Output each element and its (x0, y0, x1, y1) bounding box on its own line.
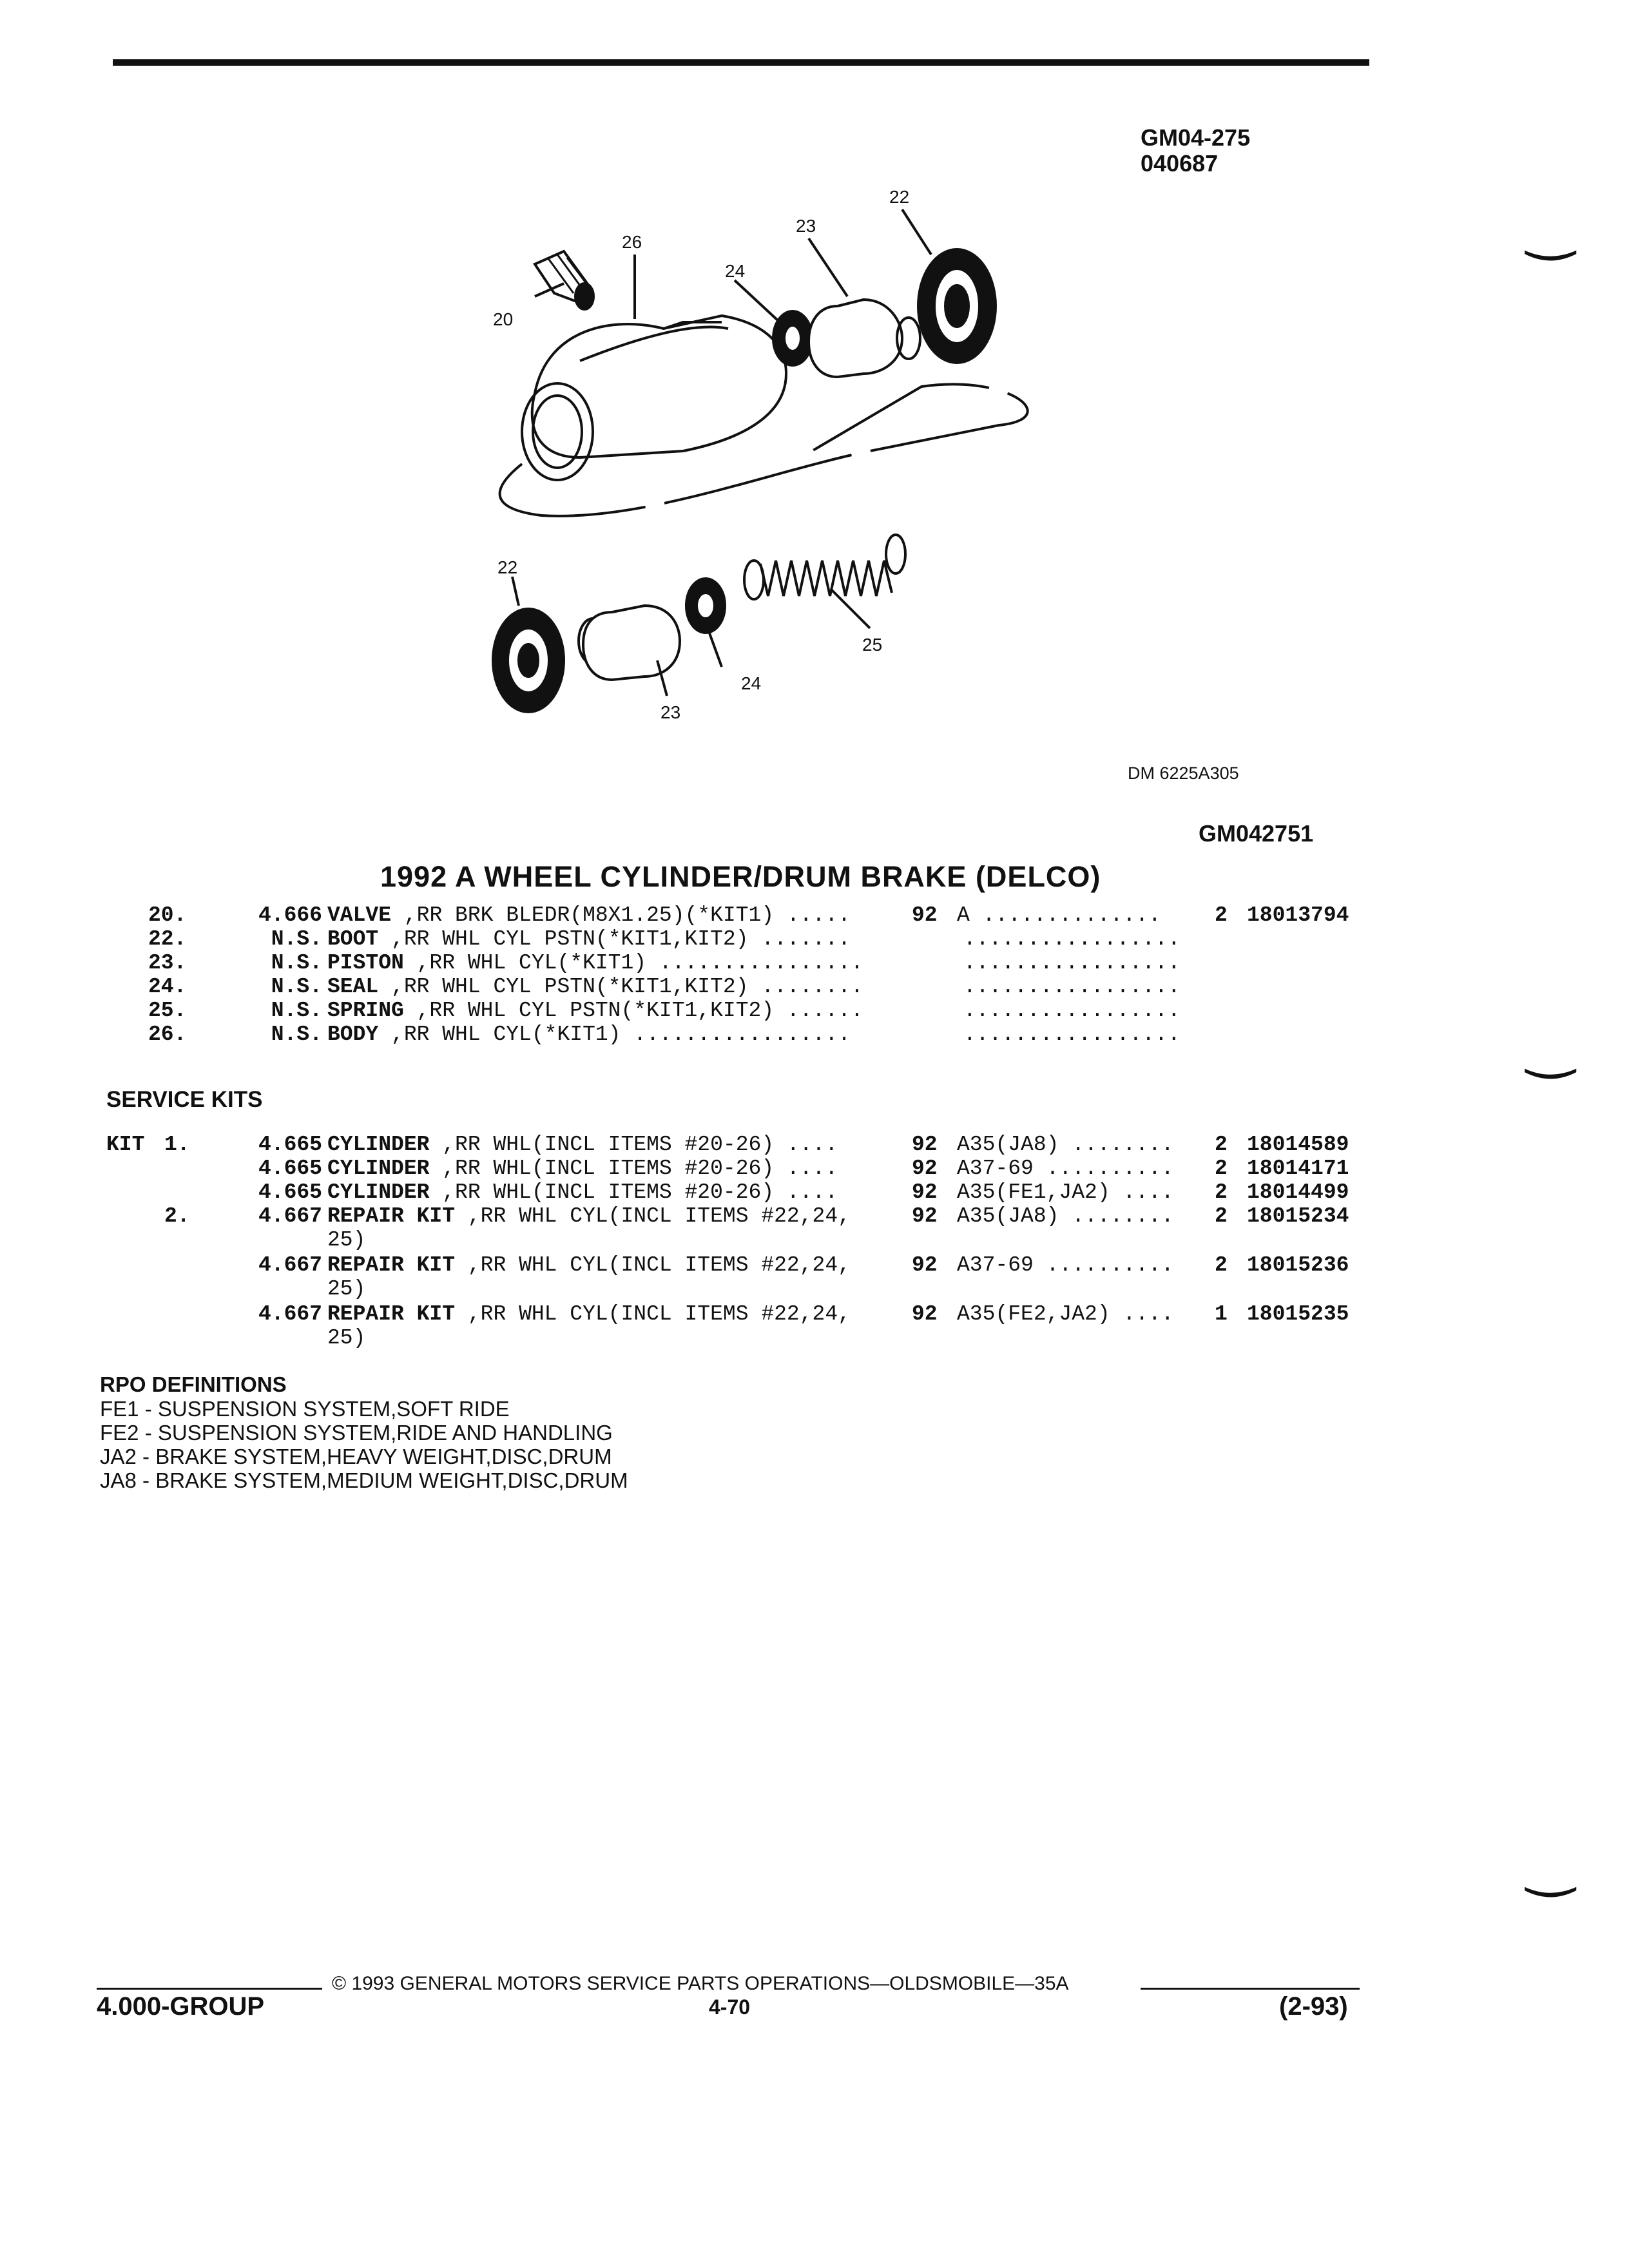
callout-22-top: 22 (889, 187, 910, 207)
wheel-cylinder-diagram (451, 168, 1224, 747)
rpo-section (100, 1372, 628, 1492)
leader-dots: ................. (621, 1023, 851, 1046)
model-code (963, 951, 1181, 975)
leader-dots: ................. (963, 1023, 1181, 1046)
callout-24-bottom: 24 (741, 673, 762, 693)
group-number: 4.666 (258, 903, 322, 927)
part-number: 18015235 (1247, 1302, 1349, 1326)
part-desc: ,RR WHL CYL PSTN(*KIT1,KIT2) (378, 927, 749, 951)
part-desc: ,RR BRK BLEDR(M8X1.25)(*KIT1) (391, 903, 775, 927)
leader-dots: ...... (774, 999, 863, 1023)
header-code-2: 040687 (1141, 150, 1219, 177)
piston-part-bottom (579, 606, 680, 680)
rpo-item: FE1 - SUSPENSION SYSTEM,SOFT RIDE (100, 1397, 510, 1421)
model: A37-69 (957, 1157, 1034, 1180)
part-desc: ,RR WHL CYL PSTN(*KIT1,KIT2) (378, 975, 749, 999)
footer-rule-right (1141, 1988, 1360, 1990)
part-number: 18015236 (1247, 1253, 1349, 1277)
callout-23-top: 23 (796, 216, 816, 236)
part-name: SPRING (327, 999, 404, 1023)
part-name: BOOT (327, 927, 379, 951)
part-description (327, 903, 851, 927)
callout-22-arrow-top (902, 209, 931, 255)
leader-dots: .... (774, 1157, 838, 1180)
callout-23-bottom: 23 (660, 702, 681, 722)
model: A35(FE2,JA2) (957, 1302, 1110, 1326)
model-code (963, 927, 1181, 951)
kit-row (106, 1157, 1369, 1180)
table-row (148, 1023, 1373, 1046)
rpo-item: FE2 - SUSPENSION SYSTEM,RIDE AND HANDLING (100, 1421, 613, 1445)
kit-number: 1. (164, 1133, 190, 1157)
kit-description (327, 1157, 838, 1180)
group-number: N.S. (271, 1023, 322, 1046)
kit-description (327, 1253, 851, 1277)
leader-dots: .... (774, 1180, 838, 1204)
kit-row (106, 1253, 1369, 1301)
year: 92 (912, 1180, 938, 1204)
leader-dots: ................ (646, 951, 863, 975)
rpo-item: JA2 - BRAKE SYSTEM,HEAVY WEIGHT,DISC,DRUM (100, 1445, 612, 1468)
margin-mark-icon: ‿ (1527, 1832, 1574, 1896)
leader-dots: ........ (748, 975, 863, 999)
part-desc: ,RR WHL CYL(*KIT1) (378, 1023, 621, 1046)
kit-name: REPAIR KIT (327, 1302, 456, 1326)
part-description (327, 1023, 851, 1046)
leader-dots: .... (1110, 1180, 1174, 1204)
kit-name: REPAIR KIT (327, 1204, 456, 1228)
kit-row (106, 1133, 1369, 1157)
year: 92 (912, 1157, 938, 1180)
group-number: N.S. (271, 999, 322, 1023)
model-code (957, 1157, 1174, 1180)
leader-dots: ........ (1059, 1204, 1174, 1228)
callout-23-arrow-top (809, 238, 847, 296)
model-code (963, 999, 1181, 1023)
group-number: N.S. (271, 975, 322, 999)
quantity: 2 (1215, 903, 1228, 927)
item-number: 20. (148, 903, 187, 927)
margin-mark-icon: ‿ (1527, 1014, 1574, 1078)
callout-24-arrow-bottom (709, 631, 722, 667)
service-kits-heading: SERVICE KITS (106, 1087, 263, 1112)
leader-dots: .... (774, 1133, 838, 1157)
quantity: 2 (1215, 1253, 1228, 1277)
leader-dots: ................. (963, 975, 1181, 999)
callout-20: 20 (493, 309, 514, 329)
kit-desc: ,RR WHL CYL(INCL ITEMS #22,24, (455, 1253, 851, 1277)
kit-name: CYLINDER (327, 1133, 430, 1157)
table-row (148, 903, 1373, 927)
kit-desc: ,RR WHL CYL(INCL ITEMS #22,24, (455, 1204, 851, 1228)
model: A37-69 (957, 1253, 1034, 1277)
callout-24-top: 24 (725, 261, 746, 281)
margin-mark-icon: ‿ (1527, 195, 1574, 260)
quantity: 2 (1215, 1180, 1228, 1204)
bleeder-valve-part (535, 251, 593, 309)
kit-number: 2. (164, 1204, 190, 1228)
footer-rule-left (97, 1988, 322, 1990)
year: 92 (912, 1204, 938, 1228)
group-number: 4.667 (258, 1204, 322, 1228)
group-number: N.S. (271, 951, 322, 975)
model-code (957, 1253, 1174, 1277)
piston-part-top (809, 300, 920, 377)
model-code (957, 1302, 1174, 1326)
year: 92 (912, 1302, 938, 1326)
leader-dots: .......... (1033, 1253, 1174, 1277)
item-number: 23. (148, 951, 187, 975)
boot-part-bottom (493, 609, 564, 712)
diagram-reference: DM 6225A305 (1128, 764, 1239, 783)
rpo-heading: RPO DEFINITIONS (100, 1372, 287, 1396)
part-description (327, 927, 851, 951)
quantity: 1 (1215, 1302, 1228, 1326)
top-rule (113, 59, 1369, 66)
quantity: 2 (1215, 1157, 1228, 1180)
kit-description (327, 1180, 838, 1204)
leader-dots: ........ (1059, 1133, 1174, 1157)
kit-desc-continued: 25) (327, 1277, 366, 1301)
callout-22-bottom: 22 (497, 557, 518, 577)
leader-dots: ..... (774, 903, 851, 927)
leader-dots: .............. (969, 903, 1161, 927)
callout-25-arrow (831, 590, 870, 628)
model: A (957, 903, 970, 927)
leader-dots: ................. (963, 951, 1181, 975)
kit-name: CYLINDER (327, 1180, 430, 1204)
item-number: 25. (148, 999, 187, 1023)
kit-row (106, 1302, 1369, 1350)
table-row (148, 951, 1373, 975)
part-number: 18014589 (1247, 1133, 1349, 1157)
model-code (963, 1023, 1181, 1046)
year: 92 (912, 903, 938, 927)
kit-desc-continued: 25) (327, 1326, 366, 1350)
year: 92 (912, 1253, 938, 1277)
part-number: 18014499 (1247, 1180, 1349, 1204)
item-number: 26. (148, 1023, 187, 1046)
group-number: N.S. (271, 927, 322, 951)
callout-25: 25 (862, 635, 883, 655)
leader-dots: .......... (1033, 1157, 1174, 1180)
footer-group: 4.000-GROUP (97, 1992, 265, 2021)
model: A35(JA8) (957, 1204, 1059, 1228)
part-desc: ,RR WHL CYL PSTN(*KIT1,KIT2) (403, 999, 775, 1023)
callout-24-arrow-top (735, 280, 780, 322)
model-code (957, 903, 1161, 927)
part-description (327, 951, 863, 975)
callout-22-arrow-bottom (512, 577, 519, 606)
group-number: 4.665 (258, 1157, 322, 1180)
callout-26: 26 (622, 232, 642, 252)
kit-desc: ,RR WHL(INCL ITEMS #20-26) (429, 1133, 775, 1157)
part-desc: ,RR WHL CYL(*KIT1) (403, 951, 647, 975)
model-code (957, 1133, 1174, 1157)
part-description (327, 999, 863, 1023)
leader-dots: ................. (963, 927, 1181, 951)
part-number: 18013794 (1247, 903, 1349, 927)
kit-desc: ,RR WHL(INCL ITEMS #20-26) (429, 1180, 775, 1204)
group-number: 4.665 (258, 1133, 322, 1157)
leader-dots: ....... (748, 927, 851, 951)
cylinder-body-part (522, 316, 786, 480)
model: A35(JA8) (957, 1133, 1059, 1157)
group-number: 4.667 (258, 1302, 322, 1326)
group-number: 4.667 (258, 1253, 322, 1277)
item-number: 24. (148, 975, 187, 999)
part-name: VALVE (327, 903, 392, 927)
model-code (957, 1180, 1174, 1204)
model-code (963, 975, 1181, 999)
part-name: SEAL (327, 975, 379, 999)
leader-dots: .... (1110, 1302, 1174, 1326)
part-name: BODY (327, 1023, 379, 1046)
part-name: PISTON (327, 951, 404, 975)
kit-name: CYLINDER (327, 1157, 430, 1180)
kit-label: KIT (106, 1133, 145, 1157)
page-title: 1992 A WHEEL CYLINDER/DRUM BRAKE (DELCO) (380, 860, 1101, 893)
model: A35(FE1,JA2) (957, 1180, 1110, 1204)
kit-description (327, 1204, 851, 1228)
kit-description (327, 1302, 851, 1326)
kit-description (327, 1133, 838, 1157)
kit-name: REPAIR KIT (327, 1253, 456, 1277)
part-description (327, 975, 863, 999)
year: 92 (912, 1133, 938, 1157)
rpo-item: JA8 - BRAKE SYSTEM,MEDIUM WEIGHT,DISC,DRUM (100, 1468, 628, 1492)
part-number: 18014171 (1247, 1157, 1349, 1180)
kit-row (106, 1180, 1369, 1204)
group-number: 4.665 (258, 1180, 322, 1204)
table-row (148, 975, 1373, 999)
kit-row (106, 1204, 1369, 1252)
quantity: 2 (1215, 1204, 1228, 1228)
boot-part-top (918, 249, 996, 363)
kit-desc-continued: 25) (327, 1228, 366, 1252)
spring-part (744, 535, 905, 599)
table-row (148, 999, 1373, 1023)
kit-desc: ,RR WHL(INCL ITEMS #20-26) (429, 1157, 775, 1180)
table-row (148, 927, 1373, 951)
footer-page-number: 4-70 (709, 1995, 751, 2019)
quantity: 2 (1215, 1133, 1228, 1157)
leader-dots: ................. (963, 999, 1181, 1023)
footer-copyright: © 1993 GENERAL MOTORS SERVICE PARTS OPERATIONS—OLDSMOBILE—35A (332, 1973, 1069, 1994)
section-code: GM042751 (1199, 820, 1314, 847)
part-number: 18015234 (1247, 1204, 1349, 1228)
header-code-1: GM04-275 (1141, 124, 1251, 151)
kit-desc: ,RR WHL CYL(INCL ITEMS #22,24, (455, 1302, 851, 1326)
model-code (957, 1204, 1174, 1228)
item-number: 22. (148, 927, 187, 951)
seal-part-bottom (686, 579, 725, 633)
footer-date: (2-93) (1279, 1992, 1348, 2021)
seal-part-top (773, 311, 812, 365)
